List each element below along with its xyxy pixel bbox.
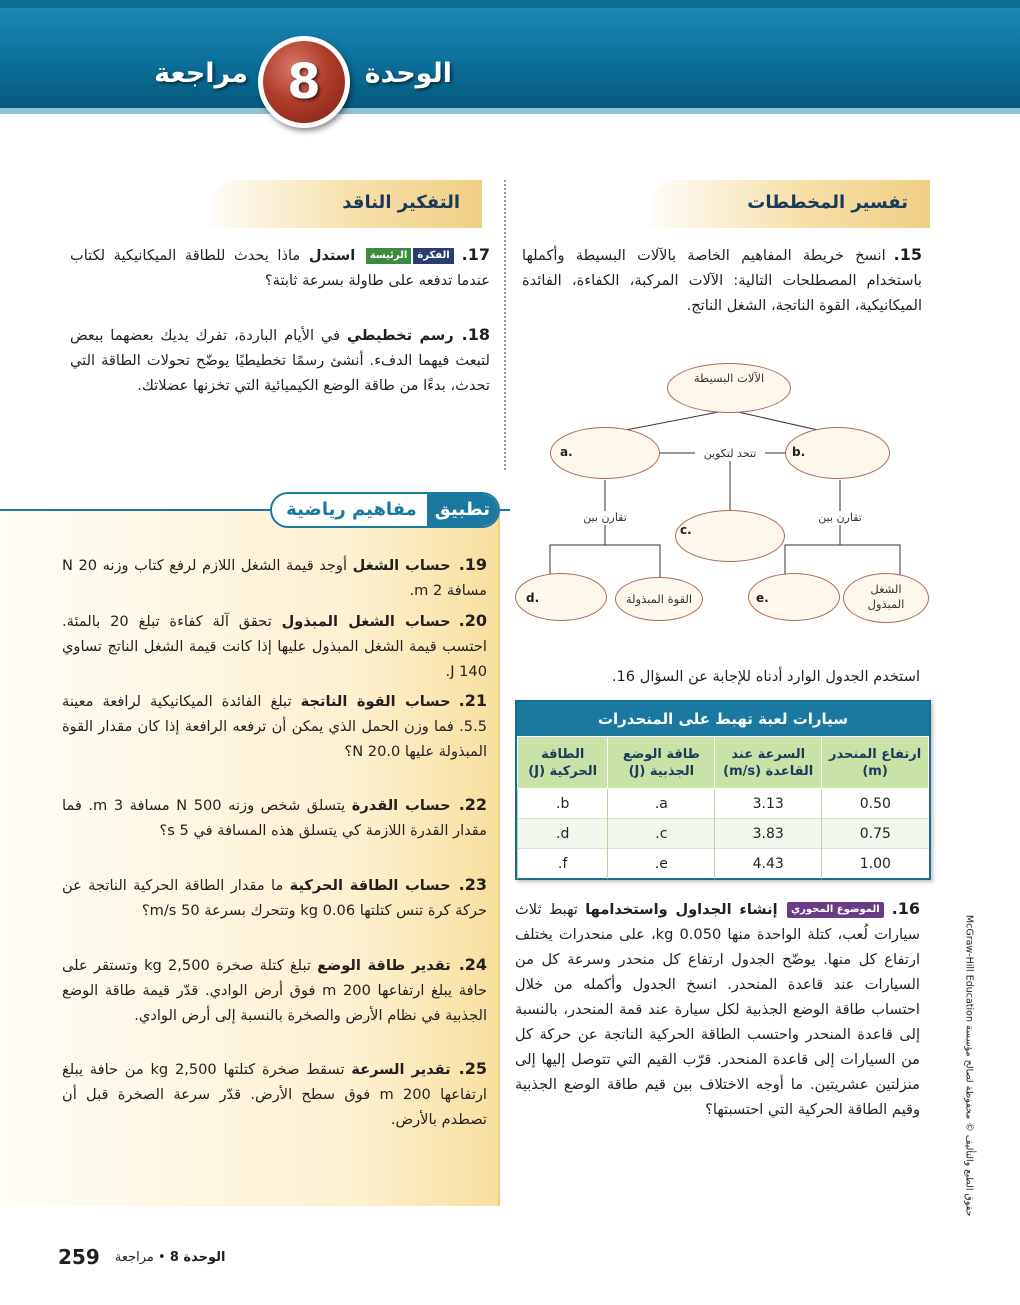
question-16 (515, 896, 920, 1122)
map-label-e: e. (756, 591, 769, 605)
question-text: تبلغ الفائدة الميكانيكية لرافعة معينة 5.5. فما وزن الحمل الذي يمكن أن ترفعه الرافعة إذا كان مقدار القوة المبذولة عليها 20.0 N؟ (62, 693, 487, 760)
question-number: 21. (458, 691, 488, 710)
copyright-text: حقوق الطبع والتأليف © محفوظة لصالح مؤسسة McGraw-Hill Education (963, 914, 975, 1217)
map-link-compare-right: تقارن بين (805, 511, 875, 525)
table-cell: 3.83 (715, 819, 822, 849)
question-number: 19. (458, 555, 488, 574)
section-critical-thinking (210, 180, 482, 228)
question-text: ماذا يحدث للطاقة الميكانيكية لكتاب عندما تدفعه على طاولة بسرعة ثابتة؟ (70, 247, 490, 289)
review-label: مراجعة (154, 58, 248, 89)
math-title-part2: مفاهيم رياضية (286, 499, 417, 520)
question-18 (70, 322, 490, 398)
table-cell: 0.50 (822, 789, 929, 819)
footer-review: مراجعة (114, 1249, 154, 1265)
footer-separator: • (158, 1249, 166, 1265)
question-text: تحقق آلة كفاءة تبلغ 20 بالمئة. احتسب قيمة الشغل المبذول عليها إذا كانت قيمة الشغل الناتج تساوي 140 J. (62, 613, 487, 680)
question-number: 22. (458, 795, 488, 814)
map-text-input-work: الشغل المبذول (867, 582, 905, 611)
table-row (518, 819, 929, 849)
question-text: تهبط ثلاث سيارات لُعب، كتلة الواحدة منها 0.050 kg، على منحدرات يختلف ارتفاع كل منها. يوضّح الجدول ارتفاع كل منحدر وسرعة كل من السيارات عند قاعدة المنحدر. انسخ الجدول وأكمله من خلال احتساب طاقة الوضع الجذبية لكل سيارة عند قمة المنحدر، بالنسبة إلى قاعدة المنحدر واحتسب الطاقة الحركية الناتجة عن حركة كل من السيارات إلى قاعدة المنحدر. قرّب القيم التي تتوصل إليها إلى منزلتين عشريتين. ما أوجه الاختلاف بين قيم طاقة الوضع الجذبية وقيم الطاقة الحركية التي احتسبتها؟ (515, 901, 921, 1118)
question-number: 24. (458, 955, 488, 974)
table-instruction: استخدم الجدول الوارد أدناه للإجابة عن السؤال 16. (611, 668, 920, 685)
question-20 (62, 608, 487, 684)
question-text: أوجد قيمة الشغل اللازم لرفع كتاب وزنه 20 N مسافة 2 m. (62, 557, 487, 599)
question-number: 17. (461, 245, 490, 264)
table-cell: 3.13 (715, 789, 822, 819)
math-title-part1: تطبيق (427, 494, 498, 526)
section-title: تفسير المخططات (747, 192, 908, 213)
table-cell: e. (608, 849, 715, 879)
question-21 (62, 688, 487, 764)
question-25 (62, 1056, 487, 1132)
map-node-top-text: الآلات البسيطة (693, 371, 765, 385)
question-keyword: حساب الشغل المبذول (281, 613, 451, 630)
table-cell: 4.43 (715, 849, 822, 879)
question-23 (62, 872, 487, 923)
question-19 (62, 552, 487, 603)
table-header: الطاقة الحركية (J) (518, 737, 608, 789)
table-cell: b. (518, 789, 608, 819)
concept-map (510, 355, 940, 635)
table-cell: a. (608, 789, 715, 819)
table-cell: d. (518, 819, 608, 849)
column-divider (504, 180, 506, 470)
map-label-d: d. (526, 591, 540, 605)
question-keyword: تقدير طاقة الوضع (317, 957, 451, 974)
unit-label: الوحدة (364, 58, 452, 89)
big-idea-badge: الفكرة (413, 248, 453, 264)
table-row (518, 849, 929, 879)
focus-topic-badge: الموضوع المحوري (787, 902, 884, 918)
question-24 (62, 952, 487, 1028)
question-keyword: حساب القوة الناتجة (300, 693, 451, 710)
unit-number-badge (258, 36, 350, 128)
table-grid (517, 736, 929, 879)
math-section-title (270, 492, 500, 528)
question-text: يتسلق شخص وزنه 500 N مسافة 3 m. فما مقدار القدرة اللازمة كي يتسلق هذه المسافة في 5 s؟ (62, 797, 487, 839)
header-top-stripe (0, 0, 1020, 8)
question-text: تسقط صخرة كتلتها 2,500 kg من حافة يبلغ ارتفاعها 200 m فوق سطح الأرض. قدّر سرعة الصخرة قبل أن تصطدم بالأرض. (62, 1061, 487, 1128)
question-keyword: حساب القدرة (351, 797, 451, 814)
table-header: طاقة الوضع الجذبية (J) (608, 737, 715, 789)
copyright-notice (962, 914, 976, 1218)
unit-number: 8 (287, 54, 321, 110)
map-link-combine: تتحد لتكوين (695, 447, 765, 461)
question-15 (522, 242, 922, 318)
table-cell: f. (518, 849, 608, 879)
map-link-compare-left: تقارن بين (570, 511, 640, 525)
footer-unit: الوحدة 8 (169, 1249, 226, 1265)
header-base-stripe (0, 108, 1020, 114)
table-cell: 1.00 (822, 849, 929, 879)
question-number: 18. (461, 325, 490, 344)
footer-label (115, 1250, 226, 1265)
map-text-input-force: القوة المبذولة (625, 592, 693, 606)
page-footer (58, 1245, 225, 1269)
question-keyword: رسم تخطيطي (346, 327, 454, 344)
question-keyword: حساب الطاقة الحركية (289, 877, 451, 894)
table-cell: c. (608, 819, 715, 849)
data-table (515, 700, 931, 880)
question-keyword: إنشاء الجداول واستخدامها (585, 901, 778, 918)
header-band (0, 8, 1020, 108)
table-cell: 0.75 (822, 819, 929, 849)
table-header: ارتفاع المنحدر (m) (822, 737, 929, 789)
question-keyword: حساب الشغل (352, 557, 451, 574)
question-number: 15. (893, 245, 922, 264)
question-keyword: استدل (308, 247, 356, 264)
main-idea-badge: الرئيسة (366, 248, 411, 264)
map-label-b: b. (792, 445, 806, 459)
question-17 (70, 242, 490, 293)
question-keyword: تقدير السرعة (351, 1061, 451, 1078)
section-title: التفكير الناقد (342, 192, 460, 213)
page-number: 259 (58, 1245, 100, 1269)
question-number: 23. (458, 875, 488, 894)
section-interpret-diagrams (650, 180, 930, 228)
question-22 (62, 792, 487, 843)
question-text: انسخ خريطة المفاهيم الخاصة بالآلات البسيطة وأكملها باستخدام المصطلحات التالية: الآلات المركبة، الكفاءة، الفائدة الميكانيكية، القوة الناتجة، الشغل الناتج. (522, 247, 922, 314)
question-text: ما مقدار الطاقة الحركية الناتجة عن حركة كرة تنس كتلتها 0.06 kg وتتحرك بسرعة 50 m/s؟ (62, 877, 487, 919)
table-header: السرعة عند القاعدة (m/s) (715, 737, 822, 789)
table-title: سيارات لعبة تهبط على المنحدرات (517, 702, 929, 736)
question-number: 16. (891, 899, 921, 918)
map-label-a: a. (560, 445, 573, 459)
question-number: 25. (458, 1059, 487, 1078)
question-text: في الأيام الباردة، تفرك يديك بعضهما ببعض لتبعث فيهما الدفء. أنشئ رسمًا تخطيطيًا يوضّح تحولات الطاقة التي تحدث، بدءًا من طاقة الوضع الكيميائية التي تخزنها عضلاتك. (70, 327, 490, 394)
question-number: 20. (458, 611, 487, 630)
map-label-c: c. (680, 523, 692, 537)
table-row (518, 789, 929, 819)
question-text: تبلغ كتلة صخرة 2,500 kg وتستقر على حافة يبلغ ارتفاعها 200 m فوق أرض الوادي. قدّر قيمة طاقة الوضع الجذبية في نظام الأرض والصخرة بالنسبة إلى أرض الوادي. (62, 957, 488, 1024)
